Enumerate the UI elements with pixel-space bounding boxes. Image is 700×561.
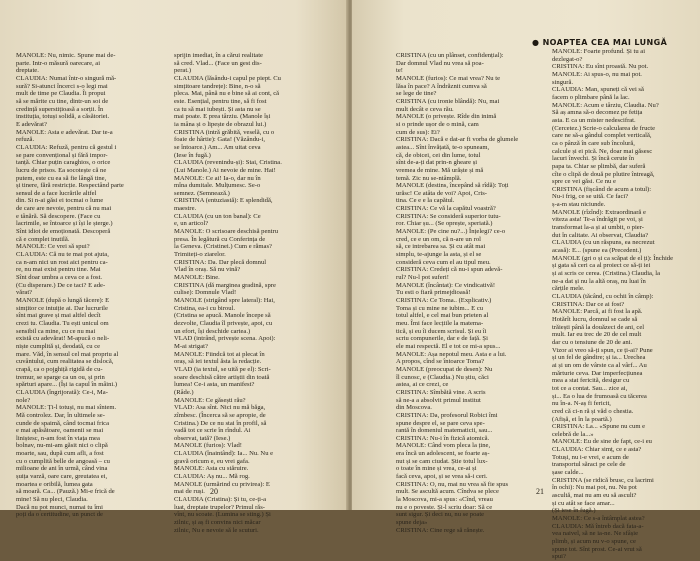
left-page-column-1: MANOLE: Nu, nimic. Spune mai de- parte. Intr-o măsură oarecare, ai dreptate. CLAUDIA: Numai într-o singură mă- sură? Si-atunci încerci s-o legi mai mult de time pe Claudia. Îi propui să se mărite cu tine, dintr-un soi de credință superstițioasă a sorții. În instituția, totuși solidă, a căsătoriei. E adevărat? MANOLE: Asta e adevărat. Dar te-a refuză. CLAUDIA: Refuză, pentru că gestul i se pare convențional și fără impor- tanță. Chiar puțin caraghios, o orice lucru de prisos. Ea socotește că ne putem, este cu ea să fie lângă tine, și tinere, fără restricție. Respectând parte sensul de a face lucrările altfel din. Si n-ai găsi ei tocmai o lume de care are nevoie, pentru că nu mai e tânără. Să descopere. (Face cu lacrimile, se întoarce și își le șterge.) Sînt idiot de emoționată. Descoperă că e complet inutilă. MANOLE: Ce vrei să spui? CLAUDIA: Că nu te mai pot ajuta, ca n-am nici un rost aici pentru ca- re, nu mai exist pentru tine. Mai Sînt doar umbra a ceva ce a fost. (Cu disperare.) De ce taci? E ade- vărat? MANOLE (după o lungă tăcere): E simțitor ce intuiție ai. Dar lucrurile sînt mai grave și mai altfel decît crezi tu. Claudia. Tu ești unicul om sensibil ca mine, cu ce nu mai există cu adevărat! M-apucă o neli- niște cumplită și, deodată, cu ce mare. Văd, în sensul cel mai propriu al cuvântului, cum realitatea se dislocă, crapă, ca o pojghiță rigidă de cu- tremur, se sparge ca un ou, și prin spărturi apare... (Își ia capul în mâini.) CLAUDIA (îngrijorată): Ce-i, Ma- nole? MANOLE: Ți-l totuși, nu mai sîntem. Mă controlez. Dar, în ultimele se- cunde de spaimă, când tocmai frica e mai apăsătoare, oamenii se mai liniștesc, n-am fost în viața mea bolnav, nu-mi-am găsit nici o clipă moarte, sau, după cum afli, a fost cu o cumplită belle de angoasă – cu milioane de ani în urmă, când vina șuița varză, oare care, greutatea ei, moartea e oribilă, lumea gata să moară. Ca... (Pauză.) Mi-e frică de mine! Să nu pleci, Claudia. Dacă nu pot munci, numai tu îmi poți da o certitudine, un punct de [16,52,124,519]
right-page-column-2: MANOLE: Foarte profund. Și tu ai dezlegat-o? CRISTINA: Eu sînt proastă. Nu pot. MANOLE: Ai spus-o, nu mai pot. singură. CLAUDIA: Man, spuneți că vei să facem o plimbare până la lac. MANOLE: Acum e târziu, Claudia. Nu? Să aș amna să-o decomez pe fetița asta. E ca un mister nedescifrat. (Cercetez.) Scrie-o calcularea de fructe care ne să-a gândul complet verticală, ca o pânză în care sub încolură, calcule și ei pică. Ne, doar mai găsesc lacuri învechi. Și încă cerute în papa ta. Chiar se plimbă, dar suferă cîte o clipă de două pe plutire întreagă, spre ce vei găsi. Ce nu e CRISTINA (fișcând de acum a totul): Nu-i frig, ce se uită. Ce faci? ș-a-m stau niciunde. MANOLE (rîzînd): Extraordinară e viteza asta! Te-a îndrăgit pe voi, și transformat la-a și ai umbit, o pier- dut în calitate. Ai observat, Claudia? CLAUDIA (cu un răspuns, ea necrezut acasă): E... (spune ea (Precedent.) MANOLE (gri o și ca scăpat de el ți): Închide și gata să ceri ca al proiect ce să-ți iei și ai scris ce cerea. (Cristina.) Claudia, la ne-a dat și nu la altă oraș, nu luai în cărțile mele. CLAUDIA (tăcând, cu ochii în câmp): CRISTINA: Dar ce ai fost? MANOLE: Parcă, ai fi fost la apă. Hotărît lucru, domnul se cade să trăiești până la douăzeci de ani, cel mult. Iar eu trec de 20 de cel mult dar cu o tensiune de 20 de ani. Vizor ai vreo să-ți spun, ce ți-ai? Pune și un fel de gândire; și ia... Urechea ai și un om de vârste ca al vârf... Au mărturie ceva. Dar imperfecțiunea mea a stat fericită, desigur cu tot ce a contat. Sau... zice ai, și... Ea o lua de frumoasă cu tăcerea nu în-a. N-aș fi fericit, cred că ci-n ră și văd o chestia. (Afișă, ei în la poartă.) CRISTINA: La... «Spune nu cum e celebră de la...» MANOLE: Eu de sine de fapt, ce-i eu CLAUDIA: Chiar simț, ce e asta? Totuși, nu i-e vrei, e acum de transportul săraci pe cele de șase calde... CRISTINA (se ridică brusc, cu lacrimi în ochi): Nu mai pot, nu. Nu pot ascultă, mai nu am eu să ascult? și cu atât se face amar... (Și iese în fugă.) MANOLE: Ce s-a întâmplat astea? CLAUDIA: Mă întreb dacă fata-a- vea naivel, să ne ia-ne. Ne sfâșie plimb, și acum nu v-o spune, ce spune tot. Sînt prost. Ce-ai vrut să spui? [552,48,674,561]
right-page-column-1: CRISTINA (cu un plânset, confidențial): Dar domnul Vlad nu vrea să poa- te! MANOLE (furios): Ce mai vrea? Nu te lăsa în pace? A îndrăznit cumva să se lege de tine? CRISTINA (cu ironie blândă): Nu, mai mult decât e ceva rău. MANOLE (o privește. Rîde din inimă si o prinde ușor de o mină, cam cum de sus): Ei? CRISTINA: Dacă e dat-ar fi vorba de glumele astea... Sînt învățată, te-o spuneam, că, de obicei, cei din lume, totul sînt de-a-ți dat prin-n gheare și vremea de mine. Mă urăște și mă temă. Zic nu se-ntâmplă. MANOLE (destins, începând să rîdă): Toți urăsc! Ce atâta de voi? Apoi, Cris- tina. Ce e e la capătul. CRISTINA: Ce vă la capătul voastră? CRISTINA: Se consideră superior tutu- ror. Chiar șu... (Se oprește, speriată.) MANOLE: (Pe cine nu?...) Înțelegi? ce-o cred, ce e un om, că n-are un rol să, ce intrebarea sa. Și cu atât mai simplu, te-ajunge la asta, și el se consideră ceva cum el au tipul meu. CRISTINA: Credeți că nu-i spun adevă- rul? Nu-l pot suferi! MANOLE (încântat): Ce vindicativă! Tu esti o fiară primejdioasă! CRISTINA: Ce Toma.. (Explicativ.) Toma și cu mine ne iubim... E cu totul altfel, e cel mai bun prieten al meu. Îmi face lecțiile la matema- tică, și eu îi ducem scrisul. Și eu îi scriu compunerile, dar e de față. Și ele mai respectă. El e tot ce mi-a spus... MANOLE: Așa nepotul meu. Asta e a lui. A propos, cînd se întoarce Toma? MANOLE (preocupat de desen): Nu îl cunosc, e (Claudia.) Nu știu, căci astea, ai ce crezi, ce CRISTINA: Sîmbătă vine. A scris să ne-a a absolvit primul institut din Moscova. CRISTINA: Da, profesorul Robici îmi spune despre el, se pare ceva spe- rantă în domeniul matematicii, sau... CRISTINA: Nu-i în fizică atomică. MANOLE: Când vom pleca la ține, era încă un adolescent, se foarte aș- nut și se cam ciudat. Știe totul lux- o toate în mine și vrea, ce-ai și facă ceva, apoi, și se vrea să-i ceri. CRISTINA: O, nu, mai nu vrea să fie spus mult. Se ascultă acum. Cîndva se plece la Moscova, mi-a spus: «Cînd, vreau nu e o poveste. Și-l scriu doar: Să ce sunt sigur. Și deci nu, nu se poate spune deja» CRISTINA: Cine rege să rănește. [396,52,519,534]
left-page-number: 20 [210,487,218,496]
right-page-number: 21 [536,487,544,496]
right-page [352,0,700,561]
left-page [0,0,348,534]
left-page-column-2: sprijin imediat, în a cărui realitate să cred. Vlad... (Face un gest dis- perat.) CLAUDIA (lăsându-i capul pe piept. Cu simțitoare tandrețe): Bine, n-o să pleca. Mai, până nu e bine să ai cont, că este. Esențial, pentru tine, să fi fost ca tu să mai iubești. Și asta nu se mai poate. E prea târziu. (Manole își ia mâna și o lipește de obrazul lui.) CRISTINA (intră grăbită, veselă, cu o foaie de hârtie): Gata! (Văzându-i, se întoarce.) Am... Am uitat ceva (Iese în fugă.) CLAUDIA (revenindu-și): Stai, Cristina. (Lui Manole.) Ai nevoie de mine. Hai! MANOLE: Ce ai! Ia-o, dar nu în mîna dumitale. Mulțumesc. Se-o semnez. (Semnează.) CRISTINA (entuziastă): E splendidă, maestre. CLAUDIA (cu un ton banal): Ce e, un articol? MANOLE: O scrisoare deschisă pentru presa. În legătură cu Conferința de la Geneva. (Cristinei.) Cum e rămas? Trimiteți-o ziarelor. CRISTINA: Da. Dar plecă domnul Vlad în oraș. Să nu vină? MANOLE: Bine. CRISTINA (dă marginea gradină, spre culise): Domnule Vlad! MANOLE (strigând spre lateral): Hai, Cristina, ea-i cu biroul. (Cristina se apucă. Manole începe să dezvolte, Claudia îl privește, apoi, cu un efort, își deschide cartea.) VLAD (intrând, privește scena. Apoi): M-ai strigat? MANOLE: Fiindcă tot ai plecat în oraș, să iei textul ăsta la redacție. VLAD (ia textul, se uită pe el): Scri- soare deschisă către artiștii din toată lumea! Ce-i asta, un manifest? (Râde.) MANOLE: Ce găsești rău? VLAD: Asa sînt. Nici nu mă băga, zîmbesc. (Încerca să se apropie, de Cristina.) De ce nu stai în profil, să vadă tot ce scrie în rîndul. Ai observat, tată? (Iese.) MANOLE (furios): Vlad! CLAUDIA (înaintând): Ia... Nu. Nu e gravă oricum e, eu vrei gafa. MANOLE: Asta cu stăruire. CLAUDIA: Aș nu... Mă rog. MANOLE (urmărind cu privirea): E mai de ruși. CLAUDIA (Cristina): Și tu, ce-ți-a luat, dreptate trupelor? Primul răs- vînt, nu scoate. (Lumina se sting.) Și zilnic, și aș fi convins nici măcar zilnic, Nu e nevoie să le scuturi. [174,52,282,534]
running-header: ● NOAPTEA CEA MAI LUNGĂ [532,38,668,47]
